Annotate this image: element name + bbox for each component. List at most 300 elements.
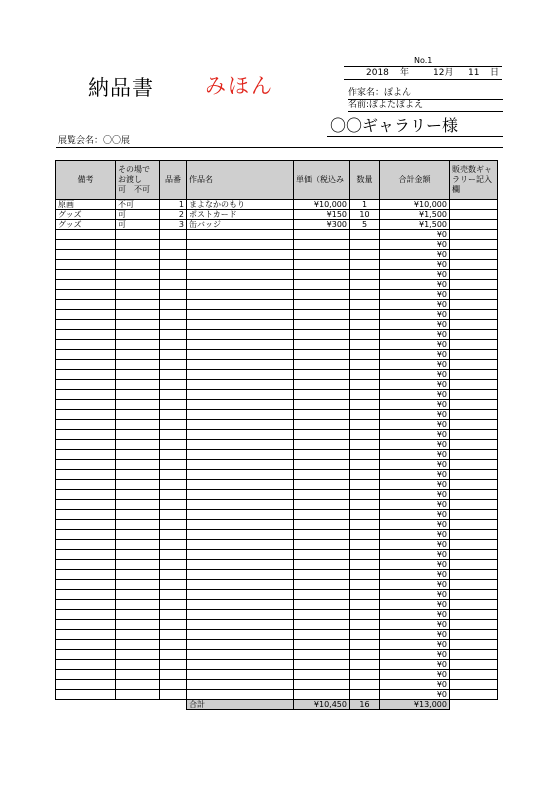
cell-total-amount: ¥0 <box>380 610 450 620</box>
cell-note <box>56 370 116 380</box>
cell-note <box>56 570 116 580</box>
cell-handover: 可 <box>116 220 160 230</box>
cell-handover <box>116 260 160 270</box>
cell-note: 原画 <box>56 200 116 210</box>
cell-unit-price <box>294 630 350 640</box>
cell-quantity <box>350 510 380 520</box>
cell-unit-price <box>294 280 350 290</box>
cell-quantity <box>350 670 380 680</box>
cell-unit-price <box>294 690 350 700</box>
cell-handover <box>116 270 160 280</box>
cell-sales <box>450 230 498 240</box>
cell-work-name <box>187 290 294 300</box>
cell-unit-price <box>294 500 350 510</box>
cell-quantity <box>350 320 380 330</box>
cell-handover <box>116 240 160 250</box>
cell-handover <box>116 500 160 510</box>
table-row <box>56 420 498 430</box>
person-name: 名前:ぽよたぽよえ <box>348 100 503 112</box>
cell-handover <box>116 540 160 550</box>
cell-work-name <box>187 380 294 390</box>
cell-quantity <box>350 400 380 410</box>
cell-total-amount: ¥0 <box>380 350 450 360</box>
col-sales <box>450 161 498 200</box>
date-line <box>344 66 502 80</box>
cell-unit-price <box>294 370 350 380</box>
cell-sales <box>450 660 498 670</box>
cell-sales <box>450 680 498 690</box>
cell-total-amount: ¥0 <box>380 230 450 240</box>
cell-note: グッズ <box>56 210 116 220</box>
cell-total-amount: ¥0 <box>380 430 450 440</box>
cell-item-no <box>160 330 187 340</box>
cell-work-name <box>187 500 294 510</box>
table-row <box>56 280 498 290</box>
table-row <box>56 660 498 670</box>
cell-total-amount: ¥0 <box>380 470 450 480</box>
table-row <box>56 340 498 350</box>
cell-handover <box>116 590 160 600</box>
cell-note <box>56 300 116 310</box>
table-row <box>56 350 498 360</box>
cell-item-no <box>160 620 187 630</box>
cell-item-no <box>160 460 187 470</box>
cell-note <box>56 600 116 610</box>
cell-handover <box>116 310 160 320</box>
cell-unit-price <box>294 360 350 370</box>
table-row <box>56 490 498 500</box>
table-row <box>56 570 498 580</box>
cell-unit-price <box>294 530 350 540</box>
cell-sales <box>450 400 498 410</box>
cell-unit-price <box>294 570 350 580</box>
cell-handover <box>116 610 160 620</box>
cell-unit-price <box>294 560 350 570</box>
cell-total-amount: ¥0 <box>380 390 450 400</box>
cell-unit-price <box>294 400 350 410</box>
cell-quantity <box>350 240 380 250</box>
cell-quantity <box>350 690 380 700</box>
cell-work-name: 缶バッジ <box>187 220 294 230</box>
cell-quantity <box>350 430 380 440</box>
cell-item-no <box>160 630 187 640</box>
cell-note <box>56 400 116 410</box>
cell-handover <box>116 660 160 670</box>
cell-item-no <box>160 420 187 430</box>
cell-quantity <box>350 230 380 240</box>
cell-work-name <box>187 530 294 540</box>
cell-work-name <box>187 570 294 580</box>
cell-sales <box>450 650 498 660</box>
cell-sales <box>450 460 498 470</box>
cell-unit-price <box>294 470 350 480</box>
cell-sales <box>450 310 498 320</box>
cell-quantity <box>350 380 380 390</box>
cell-work-name <box>187 440 294 450</box>
cell-work-name <box>187 640 294 650</box>
cell-sales <box>450 450 498 460</box>
cell-sales <box>450 690 498 700</box>
cell-item-no <box>160 540 187 550</box>
cell-item-no <box>160 360 187 370</box>
cell-note <box>56 500 116 510</box>
cell-unit-price <box>294 480 350 490</box>
cell-note <box>56 530 116 540</box>
cell-handover <box>116 360 160 370</box>
table-row <box>56 270 498 280</box>
totals-blank <box>56 700 187 710</box>
cell-item-no <box>160 480 187 490</box>
cell-quantity <box>350 530 380 540</box>
totals-label: 合計 <box>187 700 294 710</box>
cell-work-name <box>187 300 294 310</box>
cell-note <box>56 250 116 260</box>
table-row <box>56 460 498 470</box>
cell-unit-price <box>294 290 350 300</box>
cell-total-amount: ¥0 <box>380 660 450 670</box>
artist-name: 作家名：ぽよん <box>348 88 503 100</box>
date-month: 12月 <box>433 68 454 78</box>
cell-total-amount: ¥0 <box>380 620 450 630</box>
col-total-amount: 合計金額 <box>380 161 450 200</box>
cell-handover <box>116 600 160 610</box>
cell-sales <box>450 430 498 440</box>
cell-quantity <box>350 620 380 630</box>
cell-total-amount: ¥0 <box>380 640 450 650</box>
cell-work-name <box>187 600 294 610</box>
cell-sales <box>450 290 498 300</box>
cell-total-amount: ¥0 <box>380 250 450 260</box>
cell-sales <box>450 280 498 290</box>
table-row <box>56 440 498 450</box>
cell-sales <box>450 200 498 210</box>
cell-handover <box>116 620 160 630</box>
cell-item-no <box>160 610 187 620</box>
cell-note <box>56 510 116 520</box>
cell-quantity <box>350 590 380 600</box>
cell-handover <box>116 300 160 310</box>
cell-quantity <box>350 660 380 670</box>
cell-sales <box>450 300 498 310</box>
cell-work-name <box>187 240 294 250</box>
cell-work-name <box>187 400 294 410</box>
exhibition-name-text: 展覧会名：〇〇展 <box>58 136 131 146</box>
cell-unit-price <box>294 410 350 420</box>
cell-quantity <box>350 340 380 350</box>
cell-unit-price <box>294 260 350 270</box>
cell-handover <box>116 230 160 240</box>
cell-total-amount: ¥0 <box>380 520 450 530</box>
cell-unit-price <box>294 580 350 590</box>
cell-note <box>56 340 116 350</box>
cell-total-amount: ¥0 <box>380 480 450 490</box>
cell-handover <box>116 520 160 530</box>
cell-work-name <box>187 610 294 620</box>
cell-unit-price <box>294 450 350 460</box>
cell-unit-price <box>294 430 350 440</box>
date-year: 2018 <box>366 68 389 78</box>
cell-handover <box>116 350 160 360</box>
cell-sales <box>450 240 498 250</box>
cell-note <box>56 480 116 490</box>
cell-note <box>56 490 116 500</box>
date-day: 11 <box>468 68 480 78</box>
cell-item-no <box>160 240 187 250</box>
cell-handover <box>116 290 160 300</box>
cell-work-name <box>187 460 294 470</box>
cell-note <box>56 460 116 470</box>
cell-total-amount: ¥0 <box>380 420 450 430</box>
gallery-name <box>327 116 503 137</box>
cell-unit-price <box>294 540 350 550</box>
table-row <box>56 240 498 250</box>
col-handover <box>116 161 160 200</box>
cell-handover <box>116 420 160 430</box>
cell-unit-price <box>294 350 350 360</box>
cell-work-name <box>187 230 294 240</box>
document-title: 納品書 <box>88 76 154 100</box>
cell-handover <box>116 250 160 260</box>
cell-total-amount: ¥0 <box>380 510 450 520</box>
cell-sales <box>450 490 498 500</box>
cell-sales <box>450 630 498 640</box>
table-row <box>56 680 498 690</box>
cell-handover <box>116 510 160 520</box>
cell-sales <box>450 320 498 330</box>
cell-sales <box>450 530 498 540</box>
cell-item-no <box>160 530 187 540</box>
col-work-name: 作品名 <box>187 161 294 200</box>
cell-item-no <box>160 440 187 450</box>
cell-total-amount: ¥0 <box>380 340 450 350</box>
cell-total-amount: ¥0 <box>380 600 450 610</box>
cell-unit-price <box>294 590 350 600</box>
cell-total-amount: ¥0 <box>380 580 450 590</box>
cell-note <box>56 550 116 560</box>
cell-work-name <box>187 390 294 400</box>
table-row <box>56 200 498 210</box>
cell-note <box>56 380 116 390</box>
document-number: No.1 <box>414 56 433 65</box>
cell-total-amount: ¥0 <box>380 320 450 330</box>
cell-handover <box>116 570 160 580</box>
cell-work-name <box>187 350 294 360</box>
cell-total-amount: ¥0 <box>380 370 450 380</box>
cell-quantity <box>350 330 380 340</box>
cell-note <box>56 680 116 690</box>
cell-item-no <box>160 280 187 290</box>
cell-item-no: 3 <box>160 220 187 230</box>
cell-unit-price <box>294 600 350 610</box>
cell-handover <box>116 480 160 490</box>
table-row <box>56 640 498 650</box>
cell-total-amount: ¥0 <box>380 240 450 250</box>
cell-handover <box>116 550 160 560</box>
cell-sales <box>450 480 498 490</box>
cell-total-amount: ¥0 <box>380 440 450 450</box>
cell-item-no <box>160 380 187 390</box>
cell-unit-price <box>294 320 350 330</box>
cell-quantity <box>350 560 380 570</box>
cell-quantity <box>350 410 380 420</box>
cell-work-name <box>187 430 294 440</box>
cell-work-name: ポストカード <box>187 210 294 220</box>
cell-handover <box>116 560 160 570</box>
cell-handover <box>116 410 160 420</box>
cell-unit-price <box>294 240 350 250</box>
cell-sales <box>450 440 498 450</box>
table-row <box>56 690 498 700</box>
cell-item-no <box>160 520 187 530</box>
cell-quantity <box>350 300 380 310</box>
cell-quantity <box>350 390 380 400</box>
cell-work-name <box>187 490 294 500</box>
cell-sales <box>450 560 498 570</box>
table-row <box>56 550 498 560</box>
cell-unit-price <box>294 550 350 560</box>
cell-item-no <box>160 270 187 280</box>
cell-note <box>56 620 116 630</box>
cell-note <box>56 670 116 680</box>
cell-quantity <box>350 310 380 320</box>
cell-handover <box>116 670 160 680</box>
cell-total-amount: ¥0 <box>380 500 450 510</box>
cell-unit-price <box>294 300 350 310</box>
cell-sales <box>450 550 498 560</box>
cell-note <box>56 270 116 280</box>
cell-item-no <box>160 500 187 510</box>
cell-item-no <box>160 260 187 270</box>
cell-work-name <box>187 620 294 630</box>
cell-total-amount: ¥0 <box>380 410 450 420</box>
cell-handover <box>116 630 160 640</box>
cell-item-no <box>160 250 187 260</box>
cell-sales <box>450 420 498 430</box>
table-row <box>56 260 498 270</box>
cell-work-name <box>187 360 294 370</box>
cell-quantity <box>350 360 380 370</box>
table-row <box>56 580 498 590</box>
cell-sales <box>450 580 498 590</box>
totals-price: ¥10,450 <box>294 700 350 710</box>
table-row <box>56 380 498 390</box>
cell-unit-price <box>294 490 350 500</box>
cell-sales <box>450 640 498 650</box>
cell-quantity <box>350 280 380 290</box>
table-row <box>56 600 498 610</box>
cell-handover <box>116 390 160 400</box>
cell-work-name <box>187 310 294 320</box>
cell-quantity <box>350 370 380 380</box>
cell-item-no <box>160 430 187 440</box>
cell-handover <box>116 470 160 480</box>
cell-quantity <box>350 440 380 450</box>
cell-handover <box>116 430 160 440</box>
cell-sales <box>450 390 498 400</box>
cell-handover <box>116 340 160 350</box>
col-sales-label: 販売数ギャラリー記入欄 <box>452 165 492 194</box>
cell-quantity <box>350 600 380 610</box>
cell-unit-price <box>294 680 350 690</box>
cell-total-amount: ¥0 <box>380 280 450 290</box>
cell-item-no <box>160 570 187 580</box>
col-quantity: 数量 <box>350 161 380 200</box>
cell-quantity <box>350 680 380 690</box>
cell-sales <box>450 540 498 550</box>
table-row <box>56 430 498 440</box>
cell-total-amount: ¥0 <box>380 680 450 690</box>
cell-note <box>56 660 116 670</box>
cell-handover <box>116 680 160 690</box>
cell-item-no <box>160 300 187 310</box>
table-row <box>56 630 498 640</box>
cell-item-no <box>160 370 187 380</box>
cell-item-no <box>160 580 187 590</box>
cell-note <box>56 610 116 620</box>
cell-total-amount: ¥0 <box>380 650 450 660</box>
cell-work-name <box>187 340 294 350</box>
cell-note <box>56 410 116 420</box>
cell-work-name <box>187 550 294 560</box>
cell-handover <box>116 450 160 460</box>
cell-sales <box>450 500 498 510</box>
cell-work-name <box>187 580 294 590</box>
cell-handover <box>116 640 160 650</box>
cell-unit-price <box>294 390 350 400</box>
cell-item-no <box>160 640 187 650</box>
cell-total-amount: ¥0 <box>380 310 450 320</box>
cell-work-name <box>187 480 294 490</box>
cell-quantity <box>350 470 380 480</box>
table-row <box>56 670 498 680</box>
cell-item-no <box>160 390 187 400</box>
cell-total-amount: ¥0 <box>380 590 450 600</box>
col-item-no: 品番 <box>160 161 187 200</box>
cell-quantity <box>350 490 380 500</box>
cell-work-name <box>187 470 294 480</box>
cell-sales <box>450 590 498 600</box>
cell-item-no <box>160 290 187 300</box>
cell-total-amount: ¥0 <box>380 490 450 500</box>
cell-item-no <box>160 410 187 420</box>
cell-sales <box>450 370 498 380</box>
table-row <box>56 290 498 300</box>
table-row <box>56 390 498 400</box>
cell-work-name <box>187 260 294 270</box>
cell-sales <box>450 350 498 360</box>
cell-work-name <box>187 670 294 680</box>
cell-unit-price <box>294 620 350 630</box>
cell-work-name <box>187 560 294 570</box>
cell-note <box>56 310 116 320</box>
cell-note <box>56 360 116 370</box>
table-row <box>56 410 498 420</box>
table-row <box>56 560 498 570</box>
cell-unit-price <box>294 420 350 430</box>
cell-quantity <box>350 420 380 430</box>
cell-total-amount: ¥0 <box>380 530 450 540</box>
table-row <box>56 220 498 230</box>
cell-unit-price: ¥10,000 <box>294 200 350 210</box>
cell-item-no: 2 <box>160 210 187 220</box>
cell-quantity <box>350 450 380 460</box>
cell-handover <box>116 490 160 500</box>
table-row <box>56 500 498 510</box>
table-header-row <box>56 161 498 200</box>
table-row <box>56 590 498 600</box>
cell-work-name <box>187 690 294 700</box>
cell-item-no: 1 <box>160 200 187 210</box>
